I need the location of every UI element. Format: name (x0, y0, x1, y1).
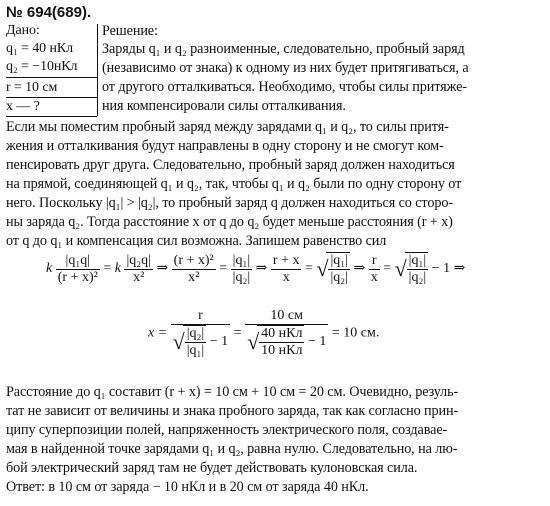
eq-fraction: $\frac{\text{|q₁|}}{\text{|q₂|}}$ (232, 252, 251, 285)
eq-fraction: r √ $\frac{\text{|q₂|}}{\text{|q₁|}}$ − 1 (172, 308, 229, 358)
given-header: Дано: (6, 23, 40, 38)
problem-number: № 694(689). (6, 4, 92, 21)
sqrt-icon: √ (316, 256, 329, 281)
given-divider-3 (6, 116, 97, 117)
solution-line: Заряды q₁ и q₂ разноименные, следовательно, пробный заряд (102, 41, 465, 57)
eq-fraction: $\frac{r}{x}$ (370, 252, 378, 285)
body-line: от q до q₁ и компенсация сил возможна. Запишем равенство сил (6, 233, 387, 249)
given-r: r = 10 см (6, 80, 58, 95)
eq-fraction: $\frac{\text{|q₂q|}}{\text{x²}}$ (126, 252, 151, 285)
body-line: Если мы поместим пробный заряд между зарядами q₁ и q₂, то силы притя- (6, 119, 449, 135)
solution-line: ния компенсировали силы отталкивания. (102, 98, 346, 114)
body-line: ны заряда q₂. Тогда расстояние x от q до q₂ будет меньше расстояния (r + x) (6, 214, 453, 230)
final-line: ципу суперпозиции полей, напряженность электрического поля, создавае- (6, 422, 448, 438)
body-line: пенсировать друг друга. Следовательно, пробный заряд должен находиться (6, 157, 455, 173)
given-find: x — ? (6, 99, 40, 114)
eq-fraction: $\frac{r + x}{x}$ (272, 252, 300, 285)
equation-force-balance: k $\frac{\text{|q₁q|}}{\text{(r + x)²}}$ = k $\frac{\text{|q₂q|}}{\text{x²}}$ ⇒ $\frac{\text{(r + x)²}}{\text{x²}}$ = $\frac{\text{|q₁|}}{\text{|q₂|}}$ ⇒ $\frac{r + x}{x}$ = √ $\frac{\text{|q₁|}}{\text{|q₂|}}$ ⇒ $\frac{r}{x}$ = √ $\frac{\text{|q₁|}}{\text{|q₂|}}$ − 1 ⇒ (46, 252, 466, 285)
given-q1: q₁ = 40 нКл (6, 41, 73, 56)
eq-fraction: 10 см √ $\frac{\text{40 нКл}}{\text{10 нКл}}$ − 1 (247, 308, 327, 358)
eq-fraction: $\frac{\text{(r + x)²}}{\text{x²}}$ (173, 252, 214, 285)
body-line: жения и отталкивания будут направлены в одну сторону и не смогут ком- (6, 138, 444, 154)
given-q2: q₂ = −10нКл (6, 59, 78, 74)
given-separator (97, 24, 98, 116)
eq-k: k (46, 261, 53, 277)
final-line: Расстояние до q₁ составит (r + x) = 10 см + 10 см = 20 см. Очевидно, резуль- (6, 384, 459, 400)
given-divider-1 (6, 77, 97, 78)
answer-line: Ответ: в 10 см от заряда − 10 нКл и в 20 см от заряда 40 нКл. (6, 479, 369, 495)
given-divider-2 (6, 97, 97, 98)
eq-fraction: $\frac{\text{|q₁q|}}{\text{(r + x)²}}$ (57, 252, 98, 285)
equation-result: x = r √ $\frac{\text{|q₂|}}{\text{|q₁|}}$ − 1 = 10 см √ $\frac{\text{40 нКл}}{\text{10 нКл}}$ − 1 = 10 см. (148, 308, 380, 358)
body-line: на прямой, соединяющей q₁ и q₂, так, чтобы q₁ и q₂ были по одну сторону от (6, 176, 462, 192)
final-line: мая в найденной точке зарядами q₁ и q₂, равна нулю. Следовательно, на лю- (6, 441, 458, 457)
final-line: бой электрический заряд там не будет действовать кулоновская сила. (6, 460, 418, 476)
solution-line: (независимо от знака) к одному из них будет притягиваться, а (102, 60, 469, 76)
body-line: него. Поскольку |q₁| > |q₂|, то пробный заряд q должен находиться со сторо- (6, 195, 453, 211)
solution-header: Решение: (102, 23, 158, 39)
sqrt-icon: √ (394, 256, 407, 281)
solution-line: от другого отталкиваться. Необходимо, чтобы силы притяже- (102, 79, 467, 95)
final-line: тат не зависит от величины и знака пробного заряда, так как согласно прин- (6, 403, 459, 419)
